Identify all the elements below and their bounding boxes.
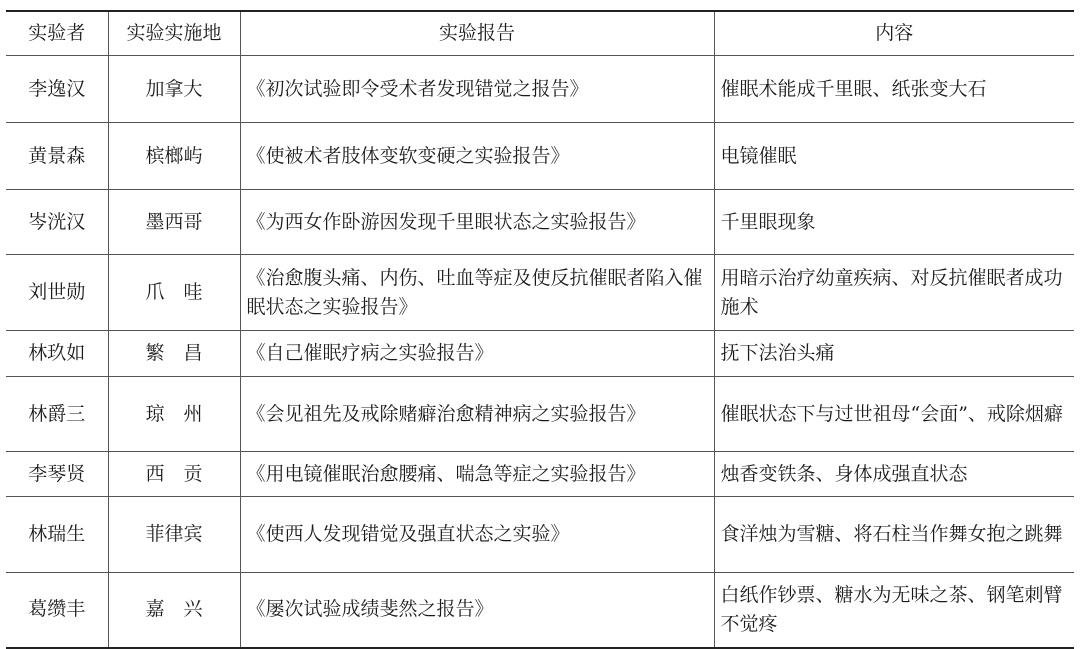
table-row [6,190,1074,255]
header-place: 实验实施地 [108,11,240,56]
header-person: 实验者 [6,11,108,56]
cell-place: 槟榔屿 [108,123,240,190]
table-row [6,377,1074,452]
cell-person: 林爵三 [6,377,108,452]
cell-report: 《使被术者肢体变软变硬之实验报告》 [240,123,714,190]
cell-person: 李琴贤 [6,452,108,497]
cell-report: 《自己催眠疗病之实验报告》 [240,331,714,377]
header-report: 实验报告 [240,11,714,56]
cell-place: 爪 哇 [108,255,240,331]
table-row [6,573,1074,648]
cell-place: 琼 州 [108,377,240,452]
cell-content: 烛香变铁条、身体成强直状态 [714,452,1074,497]
cell-report: 《治愈腹头痛、内伤、吐血等症及使反抗催眠者陷入催眠状态之实验报告》 [240,255,714,331]
cell-content: 白纸作钞票、糖水为无味之茶、钢笔刺臂不觉疼 [714,573,1074,648]
cell-place: 菲律宾 [108,497,240,573]
cell-person: 李逸汉 [6,56,108,123]
cell-content: 抚下法治头痛 [714,331,1074,377]
cell-report: 《屡次试验成绩斐然之报告》 [240,573,714,648]
cell-report: 《会见祖先及戒除赌癖治愈精神病之实验报告》 [240,377,714,452]
cell-person: 林玖如 [6,331,108,377]
cell-place: 嘉 兴 [108,573,240,648]
cell-content: 催眠状态下与过世祖母“会面”、戒除烟癖 [714,377,1074,452]
table-row [6,56,1074,123]
cell-content: 千里眼现象 [714,190,1074,255]
cell-content: 食洋烛为雪糖、将石柱当作舞女抱之跳舞 [714,497,1074,573]
cell-person: 岑洸汉 [6,190,108,255]
cell-place: 墨西哥 [108,190,240,255]
cell-person: 林瑞生 [6,497,108,573]
cell-place: 加拿大 [108,56,240,123]
table-row [6,123,1074,190]
header-content: 内容 [714,11,1074,56]
table-row [6,331,1074,377]
cell-place: 繁 昌 [108,331,240,377]
cell-person: 刘世勋 [6,255,108,331]
cell-report: 《使西人发现错觉及强直状态之实验》 [240,497,714,573]
cell-content: 催眠术能成千里眼、纸张变大石 [714,56,1074,123]
table-row [6,497,1074,573]
table-row [6,255,1074,331]
header-row [6,11,1074,56]
cell-place: 西 贡 [108,452,240,497]
cell-content: 用暗示治疗幼童疾病、对反抗催眠者成功施术 [714,255,1074,331]
experiment-table [6,10,1074,649]
cell-person: 黄景森 [6,123,108,190]
cell-report: 《为西女作卧游因发现千里眼状态之实验报告》 [240,190,714,255]
cell-content: 电镜催眠 [714,123,1074,190]
cell-person: 葛缵丰 [6,573,108,648]
table-row [6,452,1074,497]
cell-report: 《初次试验即令受术者发现错觉之报告》 [240,56,714,123]
cell-report: 《用电镜催眠治愈腰痛、喘急等症之实验报告》 [240,452,714,497]
